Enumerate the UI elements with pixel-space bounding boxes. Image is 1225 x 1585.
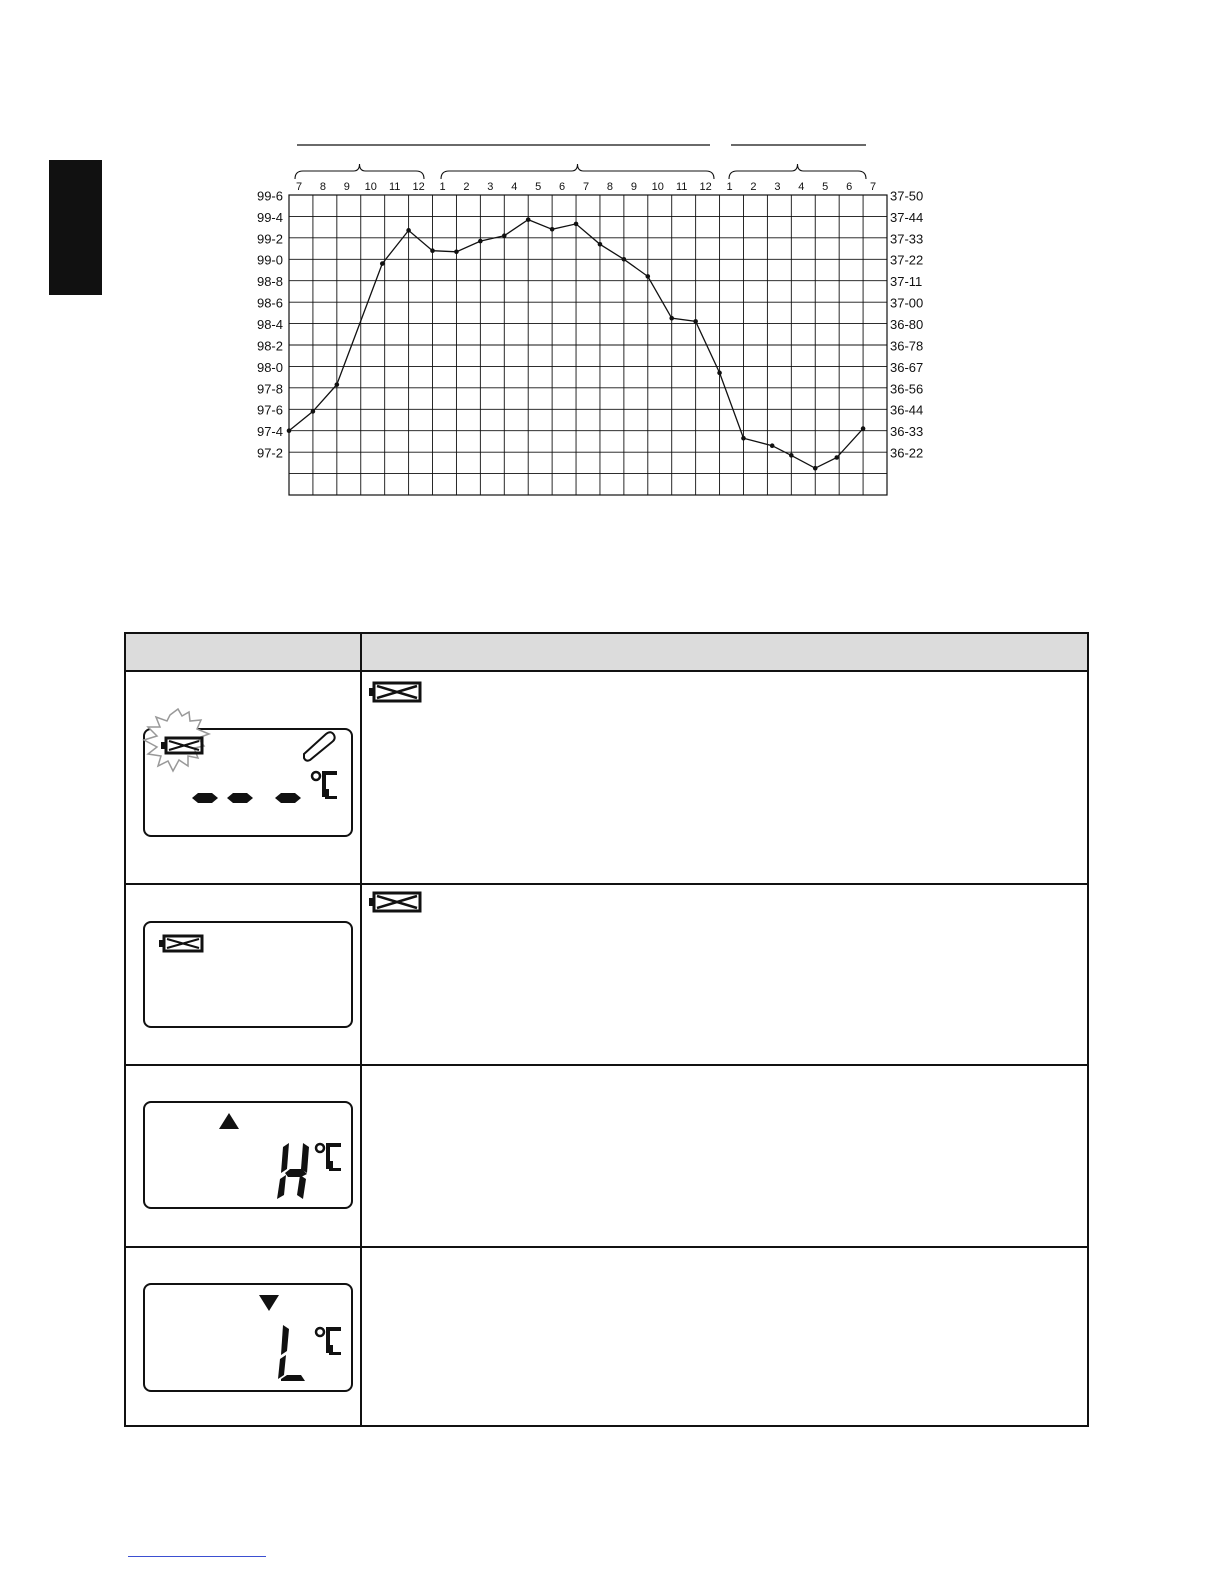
data-point [335,382,340,387]
y-left-tick-label: 97-4 [256,424,283,440]
data-point [550,227,555,232]
y-right-tick-label: 36-78 [890,338,924,354]
x-tick-label: 1 [726,181,733,193]
x-tick-label: 8 [606,181,614,193]
y-left-tick-label: 98-2 [256,338,283,354]
data-point [717,371,722,376]
x-tick-label: 7 [582,181,590,193]
y-right-tick-label: 37-00 [890,295,924,311]
celsius-icon [316,1327,341,1355]
data-point [861,426,866,431]
x-tick-label: 10 [651,181,664,193]
data-point [526,217,531,222]
x-tick-label: 11 [388,181,401,193]
data-point [380,261,385,266]
y-left-tick-label: 97-8 [256,381,283,397]
x-tick-label: 3 [487,181,494,193]
bracket [441,164,714,179]
x-tick-label: 7 [295,181,303,193]
y-axis-right-ticks [890,188,923,460]
data-point [741,436,746,441]
y-right-tick-label: 36-33 [890,424,924,440]
y-right-tick-label: 37-44 [890,209,924,225]
y-axis-left-ticks [257,188,283,460]
table-row [126,1248,1087,1427]
data-point [598,242,603,247]
data-point [669,316,674,321]
data-point [693,319,698,324]
y-right-tick-label: 36-56 [890,381,924,397]
data-point [574,222,579,227]
data-point [406,228,411,233]
y-right-tick-label: 37-33 [890,231,924,247]
y-right-tick-label: 37-22 [890,252,924,268]
chart-header-lines [295,145,866,179]
celsius-icon [312,771,337,799]
data-point [813,466,818,471]
data-point [646,274,651,279]
temperature-chart [0,0,1225,520]
data-point [287,428,292,433]
lcd-display-low [143,1283,353,1392]
x-tick-label: 6 [846,181,853,193]
y-left-tick-label: 99-2 [256,231,283,247]
flashing-battery-icon [126,672,360,883]
chart-grid [289,195,887,495]
bracket [729,164,866,179]
x-tick-label: 7 [870,181,877,193]
table-header [126,634,1087,672]
x-tick-label: 3 [774,181,781,193]
data-point [789,453,794,458]
x-tick-label: 5 [535,181,542,193]
data-point [770,443,775,448]
table-row [126,885,1087,1064]
x-tick-label: 1 [439,181,446,193]
x-tick-label: 6 [559,181,566,193]
low-L-symbol [278,1325,305,1381]
x-tick-label: 12 [699,181,712,193]
high-H-symbol [277,1143,309,1199]
y-left-tick-label: 99-4 [256,209,283,225]
x-axis-ticks [296,181,876,193]
y-left-tick-label: 98-8 [256,274,283,290]
y-left-tick-label: 99-0 [256,252,283,268]
down-triangle-icon [259,1295,279,1311]
y-left-tick-label: 98-6 [256,295,283,311]
table-row [126,1066,1087,1246]
lcd-display-high [143,1101,353,1209]
x-tick-label: 4 [511,181,518,193]
x-tick-label: 2 [463,181,470,193]
y-left-tick-label: 99-6 [256,188,283,204]
data-point [454,249,459,254]
data-point [478,239,483,244]
bracket [295,164,424,179]
data-point [622,257,627,262]
x-tick-label: 8 [319,181,326,193]
dash-segments [192,793,301,803]
x-tick-label: 11 [676,181,688,193]
y-right-tick-label: 37-11 [890,274,923,290]
x-tick-label: 12 [412,181,425,193]
footer-rule [128,1556,266,1557]
battery-empty-icon [366,680,426,704]
x-tick-label: 4 [798,181,805,193]
y-left-tick-label: 98-4 [256,317,283,332]
data-point [430,248,435,253]
x-tick-label: 9 [343,181,350,193]
up-triangle-icon [219,1113,239,1129]
y-left-tick-label: 98-0 [256,359,283,375]
battery-empty-icon [366,890,426,914]
x-tick-label: 9 [630,181,637,193]
data-point [311,409,316,414]
x-tick-label: 2 [750,181,757,193]
table-row [126,672,1087,883]
lcd-display-battery [143,921,353,1028]
celsius-icon [316,1143,341,1171]
y-left-tick-label: 97-6 [256,402,283,418]
y-right-tick-label: 37-50 [890,188,924,204]
data-point [834,455,839,460]
y-right-tick-label: 36-67 [890,359,924,375]
y-right-tick-label: 36-44 [890,402,924,418]
y-left-tick-label: 97-2 [256,445,283,461]
y-right-tick-label: 36-80 [890,317,924,332]
x-tick-label: 10 [364,181,377,193]
battery-empty-icon [157,933,207,955]
data-point [502,233,507,238]
y-right-tick-label: 36-22 [890,445,924,461]
error-display-table [124,632,1089,1427]
thermometer-probe-icon [304,732,335,760]
x-tick-label: 5 [822,181,829,193]
